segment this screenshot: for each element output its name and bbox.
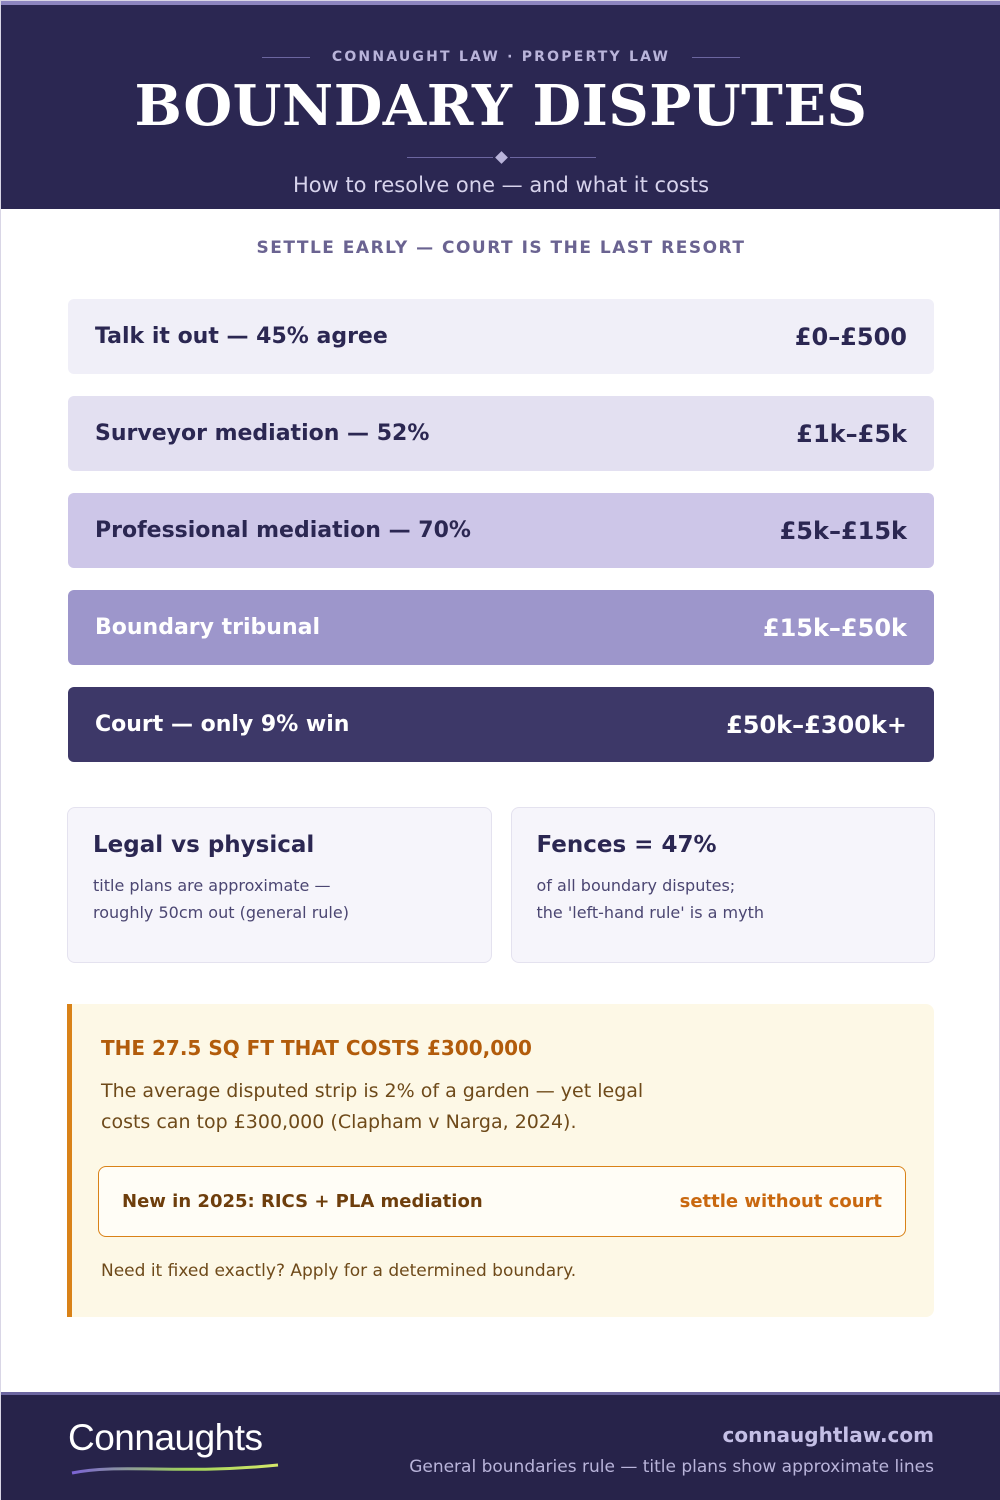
callout-note: Need it fixed exactly? Apply for a determined boundary. <box>101 1261 577 1281</box>
kicker-rule-right <box>692 57 740 58</box>
diamond-icon <box>495 151 508 164</box>
highlight-tagline: settle without court <box>679 1191 882 1212</box>
kicker-row <box>1 49 1000 65</box>
card-title: Legal vs physical <box>93 832 315 858</box>
logo-swoosh-icon <box>70 1461 280 1477</box>
step-talk-it-out <box>68 299 934 374</box>
callout-body-line: costs can top £300,000 (Clapham v Narga, 2024). <box>101 1111 577 1133</box>
footer <box>1 1392 1000 1500</box>
step-surveyor-mediation <box>68 396 934 471</box>
cost-callout <box>67 1004 934 1317</box>
resolution-steps <box>68 299 934 784</box>
step-boundary-tribunal <box>68 590 934 665</box>
step-cost: £15k–£50k <box>762 613 907 642</box>
kicker-text: CONNAUGHT LAW · PROPERTY LAW <box>331 49 671 65</box>
mediation-highlight-box <box>98 1166 906 1237</box>
section-heading: SETTLE EARLY — COURT IS THE LAST RESORT <box>256 238 746 258</box>
step-label: Professional mediation — 70% <box>95 518 471 543</box>
page-subtitle: How to resolve one — and what it costs <box>292 173 710 197</box>
step-court <box>68 687 934 762</box>
step-cost: £0–£500 <box>794 322 907 351</box>
step-cost: £50k–£300k+ <box>726 710 907 739</box>
highlight-label: New in 2025: RICS + PLA mediation <box>122 1191 483 1212</box>
callout-title: THE 27.5 SQ FT THAT COSTS £300,000 <box>101 1036 532 1060</box>
header-banner <box>1 1 1000 209</box>
website-link[interactable]: connaughtlaw.com <box>722 1423 934 1447</box>
divider-rule-right <box>510 157 596 158</box>
step-label: Surveyor mediation — 52% <box>95 421 430 446</box>
card-fences <box>511 807 936 963</box>
callout-body <box>101 1076 701 1138</box>
title-divider <box>1 153 1000 162</box>
divider-rule-left <box>407 157 493 158</box>
kicker-rule-left <box>262 57 310 58</box>
card-text-line: the 'left-hand rule' is a myth <box>536 903 764 922</box>
step-label: Boundary tribunal <box>95 615 321 640</box>
card-title: Fences = 47% <box>536 832 717 858</box>
info-cards <box>67 807 935 963</box>
step-cost: £1k–£5k <box>796 419 907 448</box>
step-label: Court — only 9% win <box>95 712 350 737</box>
footer-note: General boundaries rule — title plans show approximate lines <box>409 1457 934 1477</box>
connaughts-logo <box>68 1417 288 1479</box>
card-text-line: roughly 50cm out (general rule) <box>93 903 349 922</box>
step-professional-mediation <box>68 493 934 568</box>
step-cost: £5k–£15k <box>779 516 907 545</box>
card-text-line: of all boundary disputes; <box>536 876 736 895</box>
logo-wordmark: Connaughts <box>68 1417 263 1458</box>
card-text-line: title plans are approximate — <box>93 876 331 895</box>
step-label: Talk it out — 45% agree <box>95 324 388 349</box>
callout-body-line: The average disputed strip is 2% of a garden — yet legal <box>101 1080 644 1102</box>
page-title: BOUNDARY DISPUTES <box>134 73 868 139</box>
card-legal-vs-physical <box>67 807 492 963</box>
